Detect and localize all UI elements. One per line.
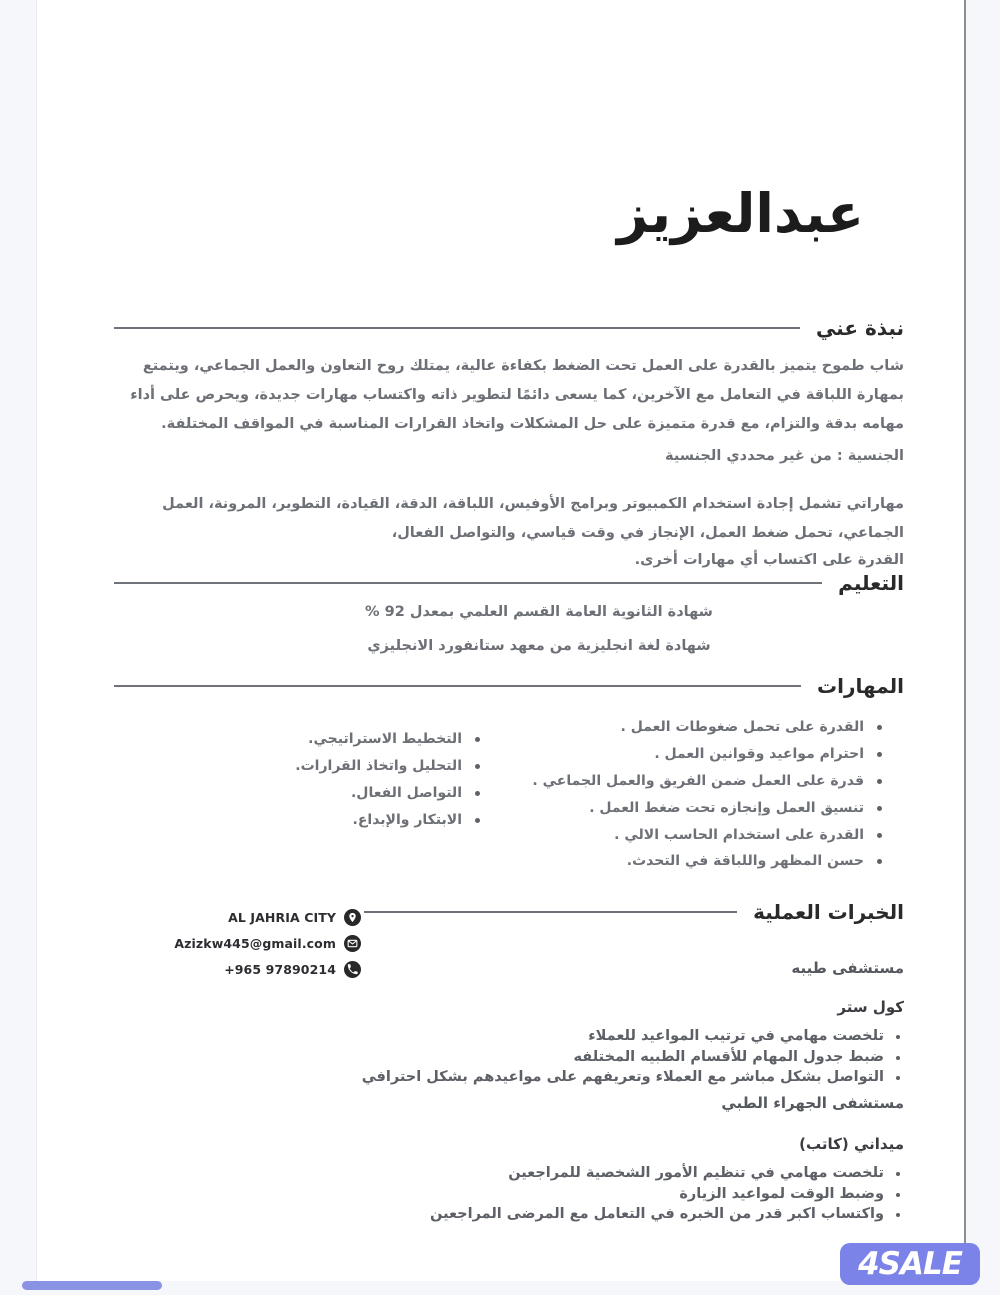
section-header-skills xyxy=(114,674,904,698)
experience-role-2: ميداني (كاتب) xyxy=(799,1135,904,1153)
experience-bullets-2 xyxy=(124,1163,904,1225)
list-item: ضبط جدول المهام للأقسام الطبيه المختلفه xyxy=(124,1047,904,1068)
4sale-watermark-logo xyxy=(840,1243,980,1285)
about-skills-paragraph-2: القدرة على اكتساب أي مهارات أخرى. xyxy=(634,552,904,568)
location-pin-icon xyxy=(344,909,361,926)
contact-location-value: AL JAHRIA CITY xyxy=(228,909,336,925)
envelope-icon xyxy=(344,935,361,952)
section-rule xyxy=(114,582,822,584)
section-rule xyxy=(114,685,801,687)
list-item: احترام مواعيد وقوانين العمل . xyxy=(532,741,886,768)
list-item: التخطيط الاستراتيجي. xyxy=(295,726,484,753)
skills-list-right xyxy=(532,714,886,875)
contact-email-value[interactable]: Azizkw445@gmail.com xyxy=(174,935,336,951)
contact-phone-value[interactable]: +965 97890214 xyxy=(224,961,336,977)
list-item: وضبط الوقت لمواعيد الزيارة xyxy=(124,1184,904,1205)
section-title-skills: المهارات xyxy=(817,674,904,698)
contact-row-email[interactable] xyxy=(141,930,361,956)
list-item: القدرة على تحمل ضغوطات العمل . xyxy=(532,714,886,741)
experience-role-1: كول ستر xyxy=(837,998,904,1016)
list-item: واكتساب اكبر قدر من الخبره في التعامل مع المرضى المراجعين xyxy=(124,1204,904,1225)
section-title-experience: الخبرات العملية xyxy=(753,900,904,924)
list-item: حسن المظهر واللباقة في التحدث. xyxy=(532,848,886,875)
about-skills-paragraph: مهاراتي تشمل إجادة استخدام الكمبيوتر وبرامج الأوفيس، اللباقة، الدقة، القيادة، التطوير، المرونة، العمل الجماعي، تحمل ضغط العمل، الإنجاز في وقت قياسي، والتواصل الفعال، xyxy=(162,496,904,541)
section-header-experience xyxy=(364,900,904,924)
list-item: التواصل الفعال. xyxy=(295,780,484,807)
phone-icon xyxy=(344,961,361,978)
list-item: التواصل بشكل مباشر مع العملاء وتعريفهم على مواعيدهم بشكل احترافي xyxy=(124,1067,904,1088)
page-title: عبدالعزيز xyxy=(617,182,864,245)
section-title-education: التعليم xyxy=(838,571,904,595)
experience-company-2: مستشفى الجهراء الطبي xyxy=(721,1094,904,1112)
list-item: التحليل واتخاذ القرارات. xyxy=(295,753,484,780)
list-item: قدرة على العمل ضمن الفريق والعمل الجماعي . xyxy=(532,768,886,795)
list-item: القدرة على استخدام الحاسب الالي . xyxy=(532,822,886,849)
experience-company-1: مستشفى طيبه xyxy=(791,959,904,977)
list-item: الابتكار والإبداع. xyxy=(295,807,484,834)
about-body: شاب طموح يتميز بالقدرة على العمل تحت الضغط بكفاءة عالية، يمتلك روح التعاون والعمل الجماعي، ويتمتع بمهارة اللباقة في التعامل مع الآخرين، كما يسعى دائمًا لتطوير ذاته واكتساب مهارات جديدة، ويحرص على أداء مهامه بدقة والتزام، مع قدرة متميزة على حل المشكلات واتخاذ القرارات المناسبة في المواقف المختلفة. xyxy=(130,358,904,432)
resume-page xyxy=(36,0,966,1281)
section-rule xyxy=(114,327,800,329)
experience-bullets-1 xyxy=(124,1026,904,1088)
contact-block xyxy=(141,904,361,982)
list-item: تنسيق العمل وإنجازه تحت ضغط العمل . xyxy=(532,795,886,822)
section-header-about xyxy=(114,316,904,340)
contact-row-phone[interactable] xyxy=(141,956,361,982)
list-item: تلخصت مهامي في ترتيب المواعيد للعملاء xyxy=(124,1026,904,1047)
section-header-education xyxy=(114,571,904,595)
list-item: تلخصت مهامي في تنظيم الأمور الشخصية للمراجعين xyxy=(124,1163,904,1184)
nationality-line: الجنسية : من غير محددي الجنسية xyxy=(665,448,904,464)
section-title-about: نبذة عني xyxy=(815,316,904,340)
watermark-label: 4SALE xyxy=(858,1245,962,1282)
candidate-name-block xyxy=(304,182,904,245)
education-item-2: شهادة لغة انجليزية من معهد ستانفورد الانجليزي xyxy=(367,638,711,654)
bottom-accent-bar xyxy=(22,1281,162,1290)
contact-row-location xyxy=(141,904,361,930)
skills-list-left xyxy=(295,726,484,834)
education-item-1: شهادة الثانوية العامة القسم العلمي بمعدل 92 % xyxy=(365,604,713,620)
section-rule xyxy=(364,911,737,913)
